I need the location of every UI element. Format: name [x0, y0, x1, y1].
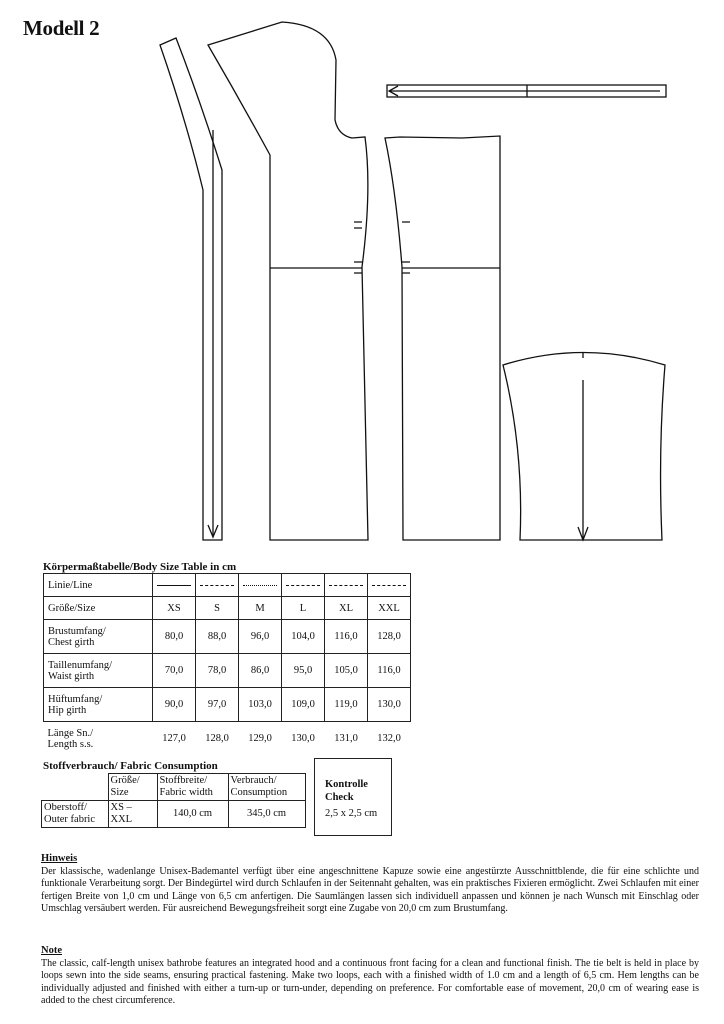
row-label: Brustumfang/ Chest girth	[44, 620, 153, 654]
page-title: Modell 2	[23, 16, 100, 40]
fabric-row-label: Oberstoff/ Outer fabric	[42, 801, 109, 828]
note-heading: Note	[41, 945, 62, 956]
chest-row	[44, 620, 411, 654]
line-sample-long-dash-dot	[368, 574, 411, 597]
table-cell: 128,0	[205, 733, 229, 744]
table-cell: 127,0	[162, 733, 186, 744]
table-cell: 88,0	[196, 620, 239, 654]
table-cell: 70,0	[153, 654, 196, 688]
table-cell: 132,0	[377, 733, 401, 744]
line-sample-dotted	[239, 574, 282, 597]
back-body-piece	[385, 136, 500, 540]
line-sample-dash	[325, 574, 368, 597]
table-cell: 130,0	[368, 688, 411, 722]
line-sample-long-dash	[196, 574, 239, 597]
size-header: XXL	[368, 597, 411, 620]
table-cell: 80,0	[153, 620, 196, 654]
fabric-table-title: Stoffverbrauch/ Fabric Consumption	[43, 760, 218, 772]
table-cell: 104,0	[282, 620, 325, 654]
table-cell: 128,0	[368, 620, 411, 654]
fabric-header-row	[42, 774, 306, 801]
table-cell: 116,0	[368, 654, 411, 688]
hinweis-heading: Hinweis	[41, 853, 78, 864]
size-header: L	[282, 597, 325, 620]
front-facing-piece	[160, 38, 222, 540]
size-header: XL	[325, 597, 368, 620]
waist-row	[44, 654, 411, 688]
table-cell: 130,0	[291, 733, 315, 744]
table-cell: 345,0 cm	[228, 801, 305, 828]
row-label: Länge Sn./ Length s.s.	[47, 727, 94, 750]
table-cell: 96,0	[239, 620, 282, 654]
table-cell: 131,0	[334, 733, 358, 744]
line-row	[44, 574, 411, 597]
table-cell: 78,0	[196, 654, 239, 688]
table-cell: 103,0	[239, 688, 282, 722]
fabric-row	[42, 801, 306, 828]
table-cell: 140,0 cm	[157, 801, 228, 828]
check-label: Kontrolle Check	[325, 779, 368, 803]
note-text: The classic, calf-length unisex bathrobe features an integrated hood and a continuous front facing for a clean and functional finish. The tie belt is held in place by loops sewn into the side seams, ensuring practical fastening. Make two loops, each with a finished width of 1.0 cm and a length of 6,5 cm. Hem lengths can be individually adjusted and finished with either a turn-up or turn-under, depending on preference. For comfortable ease of movement, 20,0 cm of wearing ease is added to the chest circumference.	[41, 958, 699, 1007]
fabric-table	[41, 773, 306, 828]
check-square	[314, 758, 392, 836]
line-sample-dash-dot	[282, 574, 325, 597]
row-label: Hüftumfang/ Hip girth	[44, 688, 153, 722]
fabric-header-width: Stoffbreite/ Fabric width	[157, 774, 228, 801]
table-cell: 109,0	[282, 688, 325, 722]
table-cell: 116,0	[325, 620, 368, 654]
table-cell: 129,0	[248, 733, 272, 744]
table-cell: 95,0	[282, 654, 325, 688]
line-label: Linie/Line	[44, 574, 153, 597]
size-header: M	[239, 597, 282, 620]
fabric-header-size: Größe/ Size	[108, 774, 157, 801]
front-body-piece	[208, 22, 368, 540]
size-header: S	[196, 597, 239, 620]
table-cell: 97,0	[196, 688, 239, 722]
row-label: Taillenumfang/ Waist girth	[44, 654, 153, 688]
hinweis-text: Der klassische, wadenlange Unisex-Bademantel verfügt über eine angeschnittene Kapuze sowie eine angestürzte Ausschnittblende, die für eine schlichte und funktionale Verarbeitung sorgt. Der Bindegürtel wird durch Schlaufen in der Seitennaht gehalten, was ein praktisches Fixieren ermöglicht. Zwei Schlaufen mit einer fertigen Breite von 1,0 cm und Länge von 6,5 cm anfertigen. Die Saumlängen lassen sich individuell anpassen und können je nach Wunsch mit Einschlag oder Umschlag versäubert werden. Für ausreichend Bewegungsfreiheit sorgt eine Zugabe von 20,0 cm zum Brustumfang.	[41, 866, 699, 915]
line-sample-solid	[153, 574, 196, 597]
size-header: XS	[153, 597, 196, 620]
table-cell: 119,0	[325, 688, 368, 722]
fabric-header-consumption: Verbrauch/ Consumption	[228, 774, 305, 801]
check-size: 2,5 x 2,5 cm	[325, 808, 378, 819]
body-size-table	[43, 573, 411, 755]
hip-row	[44, 688, 411, 722]
size-label: Größe/Size	[44, 597, 153, 620]
size-table-title: Körpermaßtabelle/Body Size Table in cm	[43, 561, 237, 573]
size-row	[44, 597, 411, 620]
table-cell: 86,0	[239, 654, 282, 688]
table-cell: 105,0	[325, 654, 368, 688]
table-cell: XS – XXL	[108, 801, 157, 828]
sleeve-piece	[503, 352, 665, 540]
length-row	[44, 722, 411, 756]
belt-piece	[387, 85, 666, 97]
table-cell: 90,0	[153, 688, 196, 722]
